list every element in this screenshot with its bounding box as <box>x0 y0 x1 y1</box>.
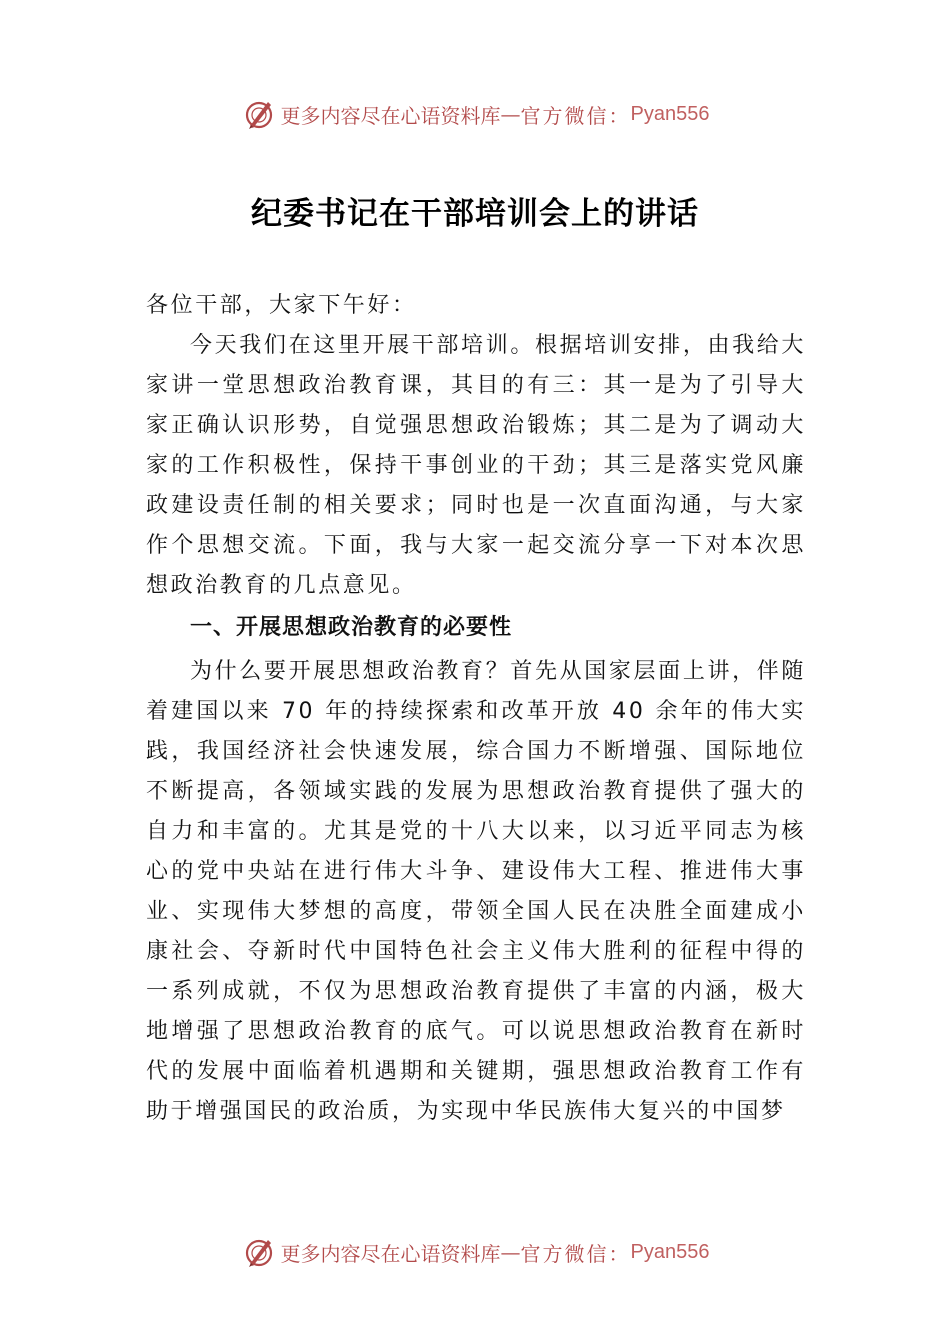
footer-banner <box>0 1232 950 1272</box>
document-body <box>146 286 806 1132</box>
paragraph: 为什么要开展思想政治教育？首先从国家层面上讲，伴随着建国以来 70 年的持续探索和改革开放 40 余年的伟大实践，我国经济社会快速发展，综合国力不断增强、国际地位不断提高，各领域实践的发展为思想政治教育提供了强大的自力和丰富的。尤其是党的十八大以来，以习近平同志为核心的党中央站在进行伟大斗争、建设伟大工程、推进伟大事业、实现伟大梦想的高度，带领全国人民在决胜全面建成小康社会、夺新时代中国特色社会主义伟大胜利的征程中得的一系列成就，不仅为思想政治教育提供了丰富的内涵，极大地增强了思想政治教育的底气。可以说思想政治教育在新时代的发展中面临着机遇期和关键期，强思想政治教育工作有助于增强国民的政治质，为实现中华民族伟大复兴的中国梦 <box>146 659 806 1124</box>
banner-brand: 更多内容尽在心语资料库 <box>280 1241 501 1266</box>
document-title: 纪委书记在干部培训会上的讲话 <box>251 196 699 232</box>
banner-brand: 更多内容尽在心语资料库 <box>280 103 501 128</box>
pen-logo-icon <box>241 96 277 132</box>
banner-separator: — <box>500 102 521 126</box>
section-heading: 一、开展思想政治教育的必要性 <box>190 615 513 640</box>
banner-label: 官方微信： <box>520 1241 631 1266</box>
banner-separator: — <box>500 1240 521 1264</box>
paragraph: 今天我们在这里开展干部培训。根据培训安排，由我给大家讲一堂思想政治教育课，其目的有三：其一是为了引导大家正确认识形势，自觉强思想政治锻炼；其二是为了调动大家的工作积极性，保持干事创业的干劲；其三是落实党风廉政建设责任制的相关要求；同时也是一次直面沟通，与大家作个思想交流。下面，我与大家一起交流分享一下对本次思想政治教育的几点意见。 <box>146 333 806 598</box>
banner-handle: Pyan556 <box>630 102 710 125</box>
pen-logo-icon <box>241 1234 277 1270</box>
banner-label: 官方微信： <box>520 103 631 128</box>
greeting: 各位干部，大家下午好： <box>146 293 417 318</box>
banner-handle: Pyan556 <box>630 1240 710 1263</box>
header-banner <box>0 94 950 134</box>
